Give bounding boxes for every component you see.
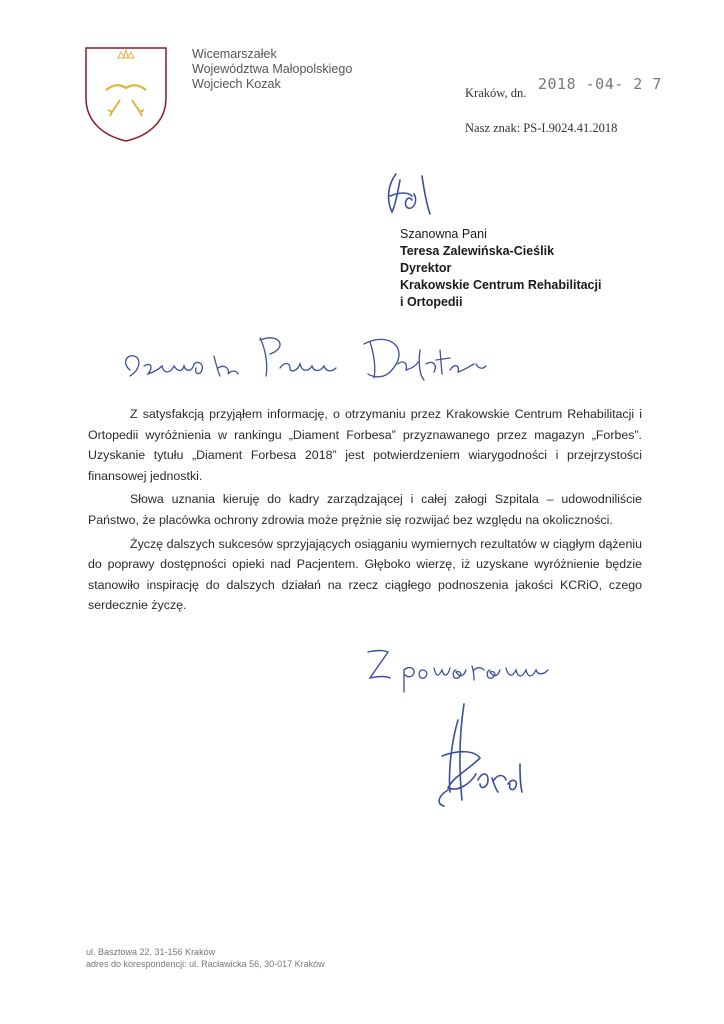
handwritten-salutation: [120, 320, 500, 390]
handwritten-initials: [378, 170, 448, 220]
footer-correspondence-address: adres do korespondencji: ul. Racławicka 56, 30-017 Kraków: [86, 959, 325, 969]
sender-title: Wicemarszałek: [192, 47, 277, 61]
recipient-greeting: Szanowna Pani: [400, 227, 487, 241]
footer-address: [86, 946, 325, 970]
reference-number: Nasz znak: PS-I.9024.41.2018: [465, 121, 618, 135]
sender-name: Wojciech Kozak: [192, 77, 281, 91]
letter-body: [88, 404, 642, 619]
sender-office: Województwa Małopolskiego: [192, 62, 353, 76]
recipient-organization-line1: Krakowskie Centrum Rehabilitacji: [400, 278, 602, 292]
handwritten-closing: [360, 640, 560, 700]
body-paragraph: Z satysfakcją przyjąłem informację, o otrzymaniu przez Krakowskie Centrum Rehabilitacji i Ortopedii wyróżnienia w rankingu „Diament Forbesa” przyznawanego przez magazyn „Forbes”. Uzyskanie tytułu „Diament Forbesa 2018” jest potwierdzeniem wiarygodności i przejrzystości finansowej jednostki.: [88, 407, 642, 483]
place-label: Kraków, dn.: [465, 86, 527, 100]
malopolska-coat-of-arms-icon: [84, 46, 168, 142]
body-paragraph: Życzę dalszych sukcesów sprzyjających osiąganiu wymiernych rezultatów w ciągłym dążeniu do poprawy dostępności opieki nad Pacjentem. Głęboko wierzę, iż uzyskane wyróżnienie będzie stanowiło inspirację do dalszych działań na rzecz ciągłego podnoszenia jakości KCRiO, czego serdecznie życzę.: [88, 536, 642, 613]
date-stamp: 2018 -04- 2 7: [538, 75, 662, 93]
recipient-name: Teresa Zalewińska-Cieślik: [400, 244, 555, 258]
handwritten-signature: [418, 700, 528, 815]
body-paragraph: Słowa uznania kieruję do kadry zarządzającej i całej załogi Szpitala – udowodniliście Państwo, że placówka ochrony zdrowia może prężnie się rozwijać bez względu na okoliczności.: [88, 492, 642, 527]
recipient-block: [400, 226, 601, 311]
recipient-organization-line2: i Ortopedii: [400, 295, 463, 309]
footer-street-address: ul. Basztowa 22, 31-156 Kraków: [86, 947, 216, 957]
recipient-role: Dyrektor: [400, 261, 452, 275]
sender-block: [192, 47, 352, 92]
